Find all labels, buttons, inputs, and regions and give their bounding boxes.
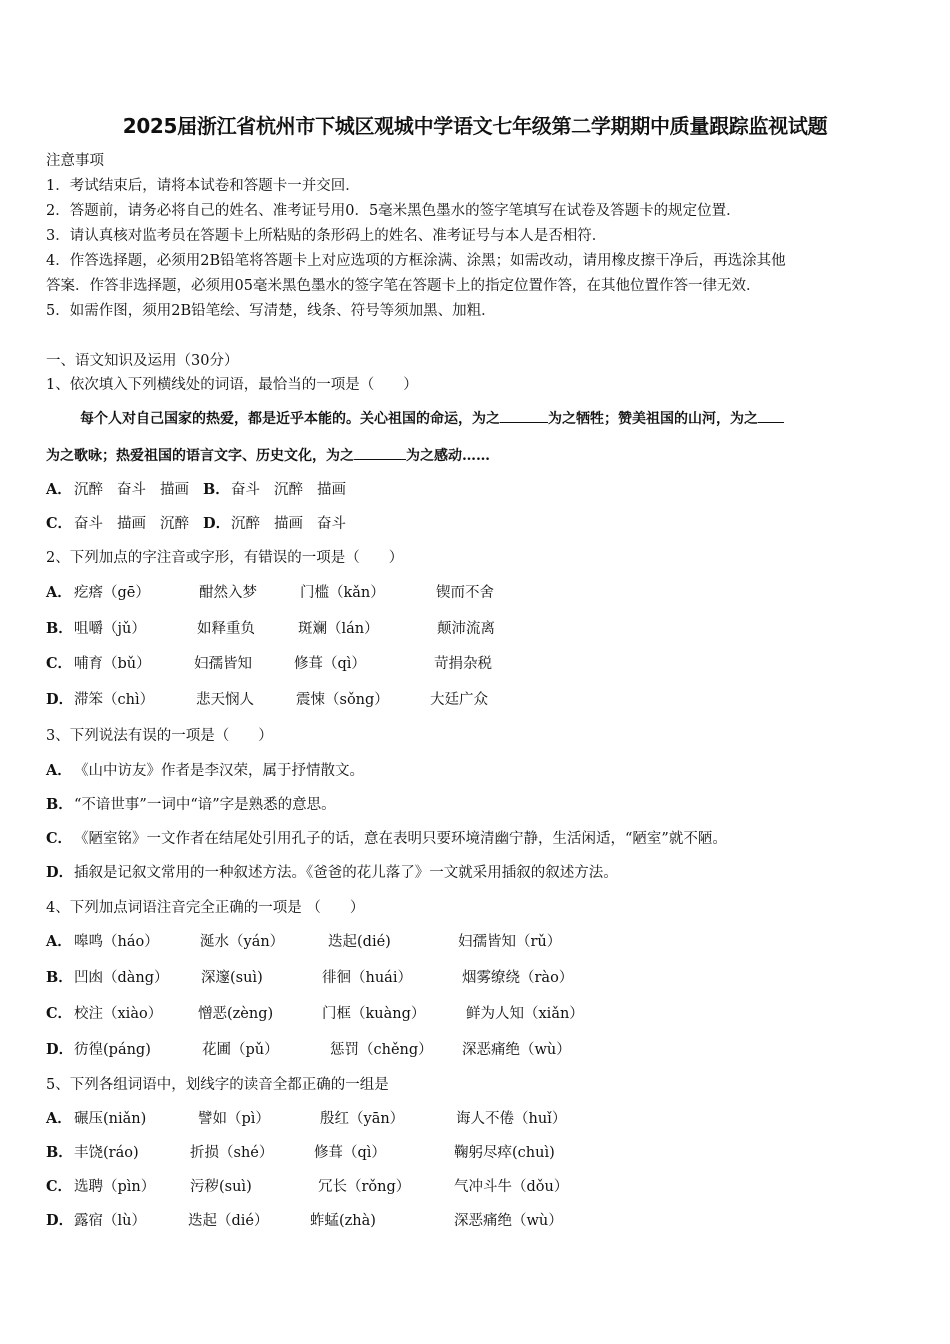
q1-passage-text-b: 为之牺牲；赞美祖国的山河，为之	[548, 411, 758, 427]
option-cell: 鞠躬尽瘁(chuì)	[454, 1145, 555, 1161]
option-cell: 殷红（yān）	[320, 1111, 405, 1127]
notice-item-1: 1．考试结束后，请将本试卷和答题卡一并交回．	[46, 178, 360, 194]
word: 奋斗	[117, 482, 146, 498]
option-cell: 校注（xiào）	[74, 1006, 163, 1022]
option-letter: A．	[46, 933, 72, 950]
option-cell: 污秽(suì)	[190, 1179, 252, 1195]
option-letter: C．	[46, 655, 73, 672]
q3-stem: 3、下列说法有误的一项是（ ）	[46, 728, 273, 744]
q1-passage-text-a: 每个人对自己国家的热爱，都是近乎本能的。关心祖国的命运，为之	[80, 411, 500, 427]
q5-option-a	[46, 1108, 906, 1130]
word: 奋斗	[231, 482, 260, 498]
option-cell: 诲人不倦（huǐ）	[456, 1111, 567, 1127]
option-cell: 涎水（yán）	[200, 934, 285, 950]
q2-option-c	[46, 653, 906, 675]
option-cell: 颠沛流离	[437, 621, 495, 637]
q5-stem: 5、下列各组词语中，划线字的读音全都正确的一组是	[46, 1077, 389, 1093]
option-letter: D．	[46, 1041, 74, 1058]
option-cell: 悲天悯人	[196, 692, 254, 708]
option-cell: 丰饶(ráo)	[74, 1145, 139, 1161]
q5-option-d	[46, 1210, 906, 1232]
page-title: 2025届浙江省杭州市下城区观城中学语文七年级第二学期期中质量跟踪监视试题	[122, 114, 828, 138]
q1-blank-3	[354, 445, 406, 460]
word: 沉醉	[274, 482, 303, 498]
option-letter: C．	[46, 515, 73, 532]
option-cell: 妇孺皆知	[194, 656, 252, 672]
q1-blank-2	[758, 408, 784, 423]
option-cell: 烟雾缭绕（rào）	[462, 970, 574, 986]
option-cell: 大廷广众	[430, 692, 488, 708]
option-letter: D．	[46, 864, 74, 881]
option-cell: 门框（kuàng）	[322, 1006, 426, 1022]
q1-passage-text-c: 为之歌咏；热爱祖国的语言文字、历史文化，为之	[46, 448, 354, 464]
option-cell: 滞笨（chì）	[74, 692, 155, 708]
word: 描画	[160, 482, 189, 498]
option-letter: D．	[203, 515, 231, 532]
option-cell: 气冲斗牛（dǒu）	[454, 1179, 569, 1195]
option-cell: 凹凼（dàng）	[74, 970, 169, 986]
q3-option-b	[46, 794, 336, 816]
q4-option-c	[46, 1003, 906, 1025]
option-cell: 冗长（rǒng）	[318, 1179, 411, 1195]
q5-option-b	[46, 1142, 906, 1164]
option-text: 《陋室铭》一文作者在结尾处引用孔子的话，意在表明只要环境清幽宁静，生活闲适，“陋室”就不陋。	[74, 831, 727, 847]
option-text: 《山中访友》作者是李汉荣，属于抒情散文。	[74, 763, 364, 779]
option-letter: B．	[203, 481, 230, 498]
option-cell: 锲而不舍	[436, 585, 494, 601]
option-cell: 彷徨(páng)	[74, 1042, 151, 1058]
option-letter: B．	[46, 620, 73, 637]
option-letter: D．	[46, 691, 74, 708]
word: 描画	[317, 482, 346, 498]
option-text: “不谙世事”一词中“谙”字是熟悉的意思。	[74, 797, 336, 813]
option-cell: 惩罚（chěng）	[330, 1042, 433, 1058]
option-letter: A．	[46, 584, 72, 601]
option-letter: D．	[46, 1212, 74, 1229]
option-cell: 花圃（pǔ）	[202, 1042, 279, 1058]
q1-option-d	[231, 516, 360, 532]
notice-item-3: 3．请认真核对监考员在答题卡上所粘贴的条形码上的姓名、准考证号与本人是否相符．	[46, 228, 607, 244]
q3-option-c	[46, 828, 727, 850]
option-letter: C．	[46, 1005, 73, 1022]
word: 奋斗	[317, 516, 346, 532]
option-cell: 迭起(dié)	[328, 934, 391, 950]
notice-item-5: 5．如需作图，须用2B铅笔绘、写清楚，线条、符号等须加黑、加粗．	[46, 303, 496, 319]
option-cell: 修葺（qì）	[294, 656, 366, 672]
q1-blank-1	[500, 408, 548, 423]
option-letter: B．	[46, 796, 73, 813]
q2-option-d	[46, 689, 906, 711]
option-cell: 如释重负	[197, 621, 255, 637]
option-cell: 憎恶(zèng)	[198, 1006, 274, 1022]
option-cell: 斑斓（lán）	[298, 621, 379, 637]
q1-passage-text-d: 为之感动……	[406, 448, 490, 464]
q3-option-a	[46, 760, 364, 782]
q5-option-c	[46, 1176, 906, 1198]
q2-option-a	[46, 582, 906, 604]
notice-heading: 注意事项	[46, 153, 104, 169]
q1-option-b	[231, 482, 360, 498]
option-letter: A．	[46, 1110, 72, 1127]
option-letter: A．	[46, 762, 72, 779]
option-letter: A．	[46, 481, 72, 498]
word: 沉醉	[160, 516, 189, 532]
option-letter: C．	[46, 1178, 73, 1195]
option-cell: 折损（shé）	[190, 1145, 274, 1161]
q4-stem: 4、下列加点词语注音完全正确的一项是 （ ）	[46, 900, 365, 916]
q1-option-a	[74, 482, 203, 498]
q4-option-a	[46, 931, 906, 953]
option-cell: 苛捐杂税	[434, 656, 492, 672]
q1-passage-line2	[46, 445, 490, 467]
option-cell: 震悚（sǒng）	[296, 692, 389, 708]
option-cell: 露宿（lù）	[74, 1213, 146, 1229]
notice-item-4: 4．作答选择题，必须用2B铅笔将答题卡上对应选项的方框涂满、涂黑；如需改动，请用橡皮擦干净后，再选涂其他	[46, 253, 786, 269]
word: 描画	[117, 516, 146, 532]
option-letter: B．	[46, 1144, 73, 1161]
option-cell: 修葺（qì）	[314, 1145, 386, 1161]
q1-stem: 1、依次填入下列横线处的词语，最恰当的一项是（ ）	[46, 377, 418, 393]
option-cell: 妇孺皆知（rǔ）	[458, 934, 562, 950]
option-cell: 疙瘩（gē）	[74, 585, 150, 601]
q1-options-row-2	[46, 513, 360, 535]
option-cell: 迭起（dié）	[188, 1213, 269, 1229]
option-cell: 门槛（kǎn）	[300, 585, 385, 601]
option-letter: C．	[46, 830, 73, 847]
q1-option-c	[74, 516, 203, 532]
q2-stem: 2、下列加点的字注音或字形，有错误的一项是（ ）	[46, 550, 404, 566]
notice-item-4-cont: 答案．作答非选择题，必须用05毫米黑色墨水的签字笔在答题卡上的指定位置作答，在其他位置作答一律无效．	[46, 278, 761, 294]
option-cell: 咀嚼（jǔ）	[74, 621, 146, 637]
option-cell: 碾压(niǎn)	[74, 1111, 147, 1127]
word: 沉醉	[231, 516, 260, 532]
option-cell: 深恶痛绝（wù）	[454, 1213, 563, 1229]
word: 描画	[274, 516, 303, 532]
q4-option-d	[46, 1039, 906, 1061]
option-cell: 深恶痛绝（wù）	[462, 1042, 571, 1058]
option-cell: 鲜为人知（xiǎn）	[466, 1006, 584, 1022]
option-cell: 譬如（pì）	[198, 1111, 270, 1127]
option-letter: B．	[46, 969, 73, 986]
q1-options-row-1	[46, 479, 360, 501]
option-cell: 酣然入梦	[199, 585, 257, 601]
q1-passage-line1	[80, 408, 784, 430]
word: 沉醉	[74, 482, 103, 498]
section-heading: 一、语文知识及运用（30分）	[46, 353, 239, 369]
q4-option-b	[46, 967, 906, 989]
option-cell: 哺育（bǔ）	[74, 656, 151, 672]
option-cell: 深邃(suì)	[201, 970, 263, 986]
option-cell: 徘徊（huái）	[322, 970, 412, 986]
option-cell: 嗥鸣（háo）	[74, 934, 159, 950]
option-text: 插叙是记叙文常用的一种叙述方法。《爸爸的花儿落了》一文就采用插叙的叙述方法。	[74, 865, 618, 881]
q2-option-b	[46, 618, 906, 640]
q3-option-d	[46, 862, 618, 884]
option-cell: 蚱蜢(zhà)	[310, 1213, 376, 1229]
notice-item-2: 2．答题前，请务必将自己的姓名、准考证号用0．5毫米黑色墨水的签字笔填写在试卷及答题卡的规定位置．	[46, 203, 741, 219]
option-cell: 选聘（pìn）	[74, 1179, 156, 1195]
word: 奋斗	[74, 516, 103, 532]
